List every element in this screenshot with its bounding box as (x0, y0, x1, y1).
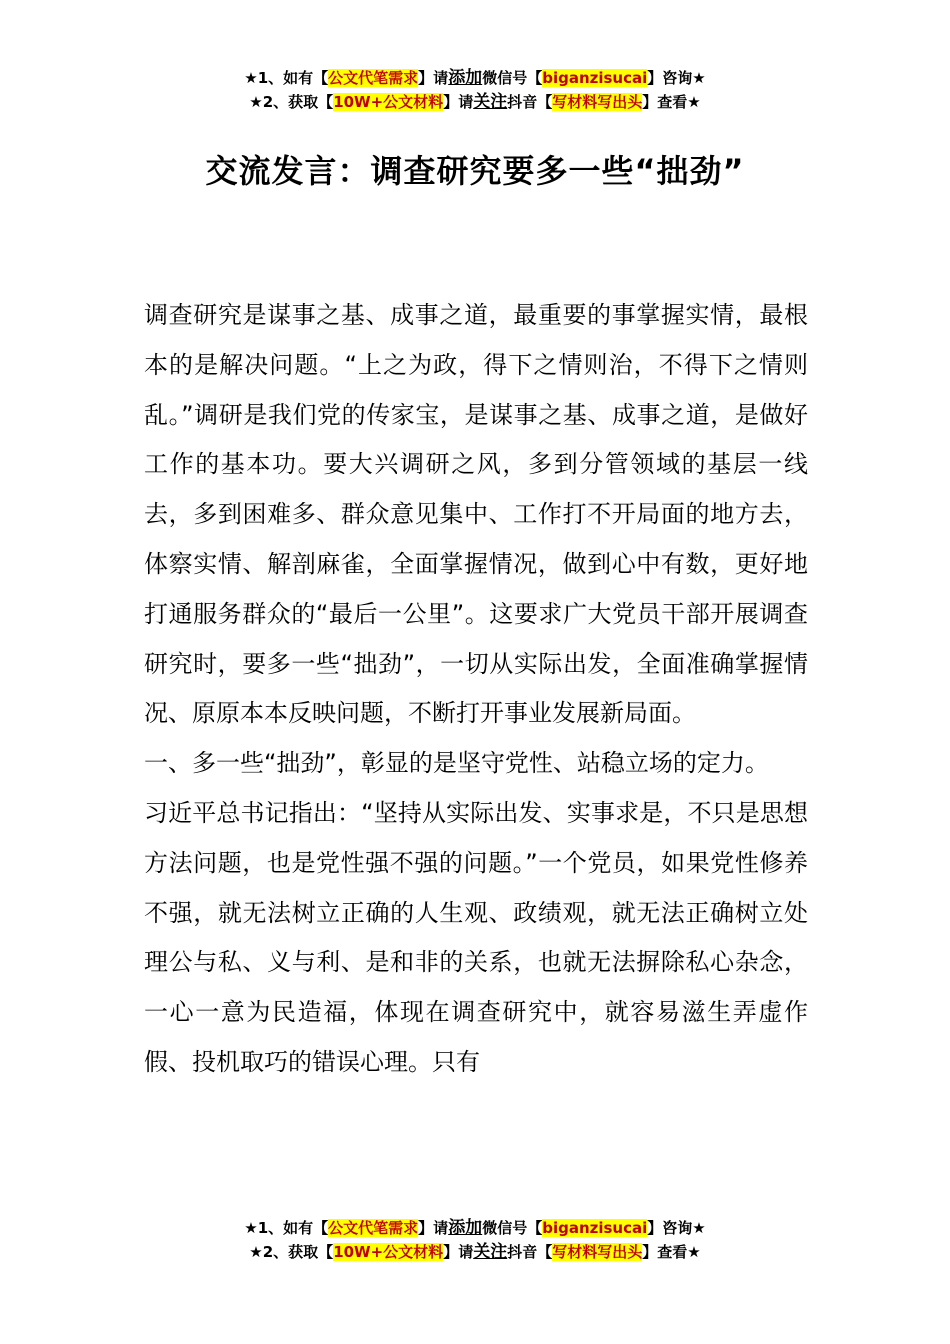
banner-text: 】请 (418, 1219, 449, 1237)
banner-text: ★1、如有【 (244, 1219, 329, 1237)
banner-line-2 (0, 1240, 950, 1264)
banner-text: 】咨询★ (647, 69, 706, 87)
banner-highlight: 10W+公文材料 (333, 93, 444, 111)
banner-highlight: 公文代笔需求 (328, 69, 419, 87)
banner-text: ★2、获取【 (249, 1243, 334, 1261)
document-body (144, 291, 808, 1088)
banner-highlight: biganzisucai (542, 1219, 648, 1237)
banner-text: 】请 (443, 93, 474, 111)
footer-banner (0, 1216, 950, 1264)
paragraph: 调查研究是谋事之基、成事之道，最重要的事掌握实情，最根本的是解决问题。“上之为政，得下之情则治，不得下之情则乱。”调研是我们党的传家宝，是谋事之基、成事之道，是做好工作的基本功。要大兴调研之风，多到分管领域的基层一线去，多到困难多、群众意见集中、工作打不开局面的地方去，体察实情、解剖麻雀，全面掌握情况，做到心中有数，更好地打通服务群众的“最后一公里”。这要求广大党员干部开展调查研究时，要多一些“拙劲”，一切从实际出发，全面准确掌握情况、原原本本反映问题，不断打开事业发展新局面。 (144, 301, 808, 728)
banner-highlight: 公文代笔需求 (328, 1219, 419, 1237)
document-title: 交流发言：调查研究要多一些“拙劲” (205, 152, 745, 190)
banner-text: 】查看★ (642, 93, 701, 111)
banner-text: 】请 (418, 69, 449, 87)
banner-line-1 (0, 1216, 950, 1240)
banner-line-2 (0, 90, 950, 114)
banner-highlight: 写材料写出头 (552, 93, 643, 111)
banner-text: 】请 (443, 1243, 474, 1261)
banner-text: 抖音【 (507, 93, 553, 111)
banner-text: ★1、如有【 (244, 69, 329, 87)
banner-text: 】查看★ (642, 1243, 701, 1261)
banner-text: 微信号【 (482, 69, 543, 87)
banner-highlight: 10W+公文材料 (333, 1243, 444, 1261)
banner-text: 抖音【 (507, 1243, 553, 1261)
banner-text: ★2、获取【 (249, 93, 334, 111)
header-banner (0, 66, 950, 114)
banner-underline: 添加 (448, 68, 483, 88)
banner-underline: 关注 (473, 1242, 508, 1262)
banner-text: 微信号【 (482, 1219, 543, 1237)
banner-highlight: biganzisucai (542, 69, 648, 87)
banner-text: 】咨询★ (647, 1219, 706, 1237)
section-heading: 一、多一些“拙劲”，彰显的是坚守党性、站稳立场的定力。 (144, 749, 769, 778)
banner-underline: 关注 (473, 92, 508, 112)
banner-highlight: 写材料写出头 (552, 1243, 643, 1261)
banner-line-1 (0, 66, 950, 90)
banner-underline: 添加 (448, 1218, 483, 1238)
paragraph: 习近平总书记指出：“坚持从实际出发、实事求是，不只是思想方法问题，也是党性强不强的问题。”一个党员，如果党性修养不强，就无法树立正确的人生观、政绩观，就无法正确树立处理公与私、义与利、是和非的关系，也就无法摒除私心杂念，一心一意为民造福，体现在调查研究中，就容易滋生弄虚作假、投机取巧的错误心理。只有 (144, 798, 808, 1076)
